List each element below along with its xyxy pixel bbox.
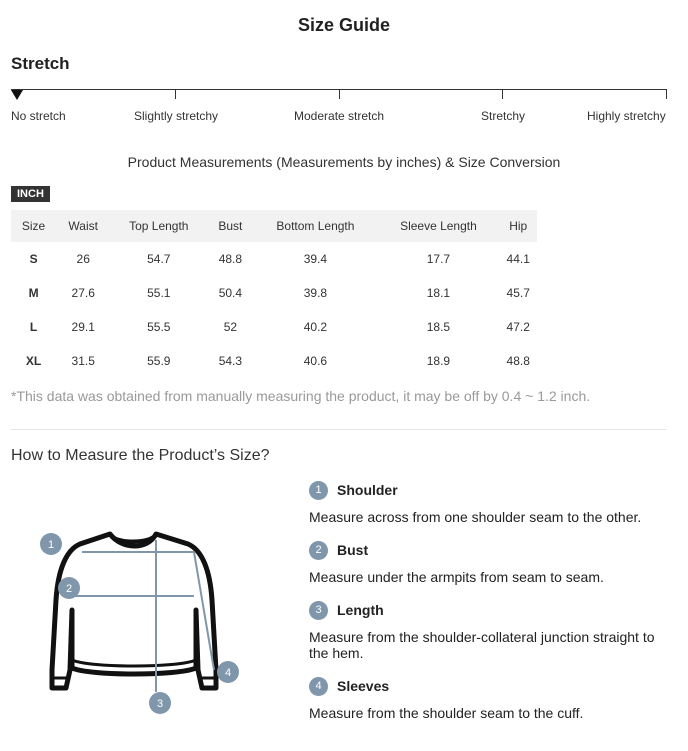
table-cell: 55.5 bbox=[147, 320, 171, 334]
step-title: Shoulder bbox=[337, 482, 398, 498]
page-title: Size Guide bbox=[297, 15, 391, 35]
size-cell: S bbox=[29, 252, 38, 266]
step-shoulder bbox=[309, 480, 669, 525]
step-title: Length bbox=[337, 602, 384, 618]
step-number-badge: 4 bbox=[309, 677, 328, 696]
step-description: Measure from the shoulder seam to the cuff. bbox=[309, 705, 584, 721]
stretch-level-slightly: Slightly stretchy bbox=[134, 109, 219, 123]
table-cell: 45.7 bbox=[506, 286, 530, 300]
measurements-heading: Product Measurements (Measurements by inches) & Size Conversion bbox=[127, 154, 561, 170]
table-cell: 27.6 bbox=[71, 286, 95, 300]
table-row bbox=[11, 344, 537, 378]
table-row bbox=[11, 310, 537, 344]
step-description: Measure from the shoulder-collateral junction straight to the hem. bbox=[309, 629, 655, 661]
triangle-down-icon bbox=[11, 90, 23, 100]
table-cell: 29.1 bbox=[71, 320, 95, 334]
column-header: Waist bbox=[56, 210, 110, 242]
stretch-heading: Stretch bbox=[11, 54, 70, 73]
marker-sleeves bbox=[217, 661, 239, 683]
column-header: Sleeve Length bbox=[377, 210, 499, 242]
table-cell: 48.8 bbox=[506, 354, 530, 368]
step-number-badge: 2 bbox=[309, 541, 328, 560]
step-bust bbox=[309, 540, 669, 585]
step-sleeves bbox=[309, 676, 669, 721]
disclaimer-note: *This data was obtained from manually measuring the product, it may be off by 0.4 ~ 1.2 inch. bbox=[11, 388, 591, 404]
svg-text:4: 4 bbox=[224, 667, 232, 679]
table-row bbox=[11, 276, 537, 310]
step-description: Measure under the armpits from seam to seam. bbox=[309, 569, 604, 585]
column-header: Bottom Length bbox=[253, 210, 377, 242]
size-cell: M bbox=[28, 286, 39, 300]
stretch-level-stretchy: Stretchy bbox=[481, 109, 526, 123]
stretch-level-moderate: Moderate stretch bbox=[294, 109, 385, 123]
svg-text:2: 2 bbox=[65, 583, 73, 595]
size-cell: L bbox=[29, 320, 38, 334]
sweatshirt-icon bbox=[30, 520, 250, 720]
stretch-level-highly: Highly stretchy bbox=[587, 109, 666, 123]
table-cell: 54.7 bbox=[147, 252, 171, 266]
column-header: Bust bbox=[207, 210, 253, 242]
table-cell: 18.5 bbox=[426, 320, 451, 334]
section-divider bbox=[11, 429, 667, 430]
marker-length bbox=[149, 692, 171, 714]
table-cell: 18.1 bbox=[426, 286, 451, 300]
table-cell: 39.8 bbox=[303, 286, 328, 300]
table-cell: 55.9 bbox=[147, 354, 171, 368]
step-title: Sleeves bbox=[337, 678, 390, 694]
table-cell: 18.9 bbox=[426, 354, 451, 368]
step-number-badge: 1 bbox=[309, 481, 328, 500]
unit-badge[interactable]: INCH bbox=[11, 186, 50, 202]
table-cell: 50.4 bbox=[218, 286, 243, 300]
column-header: Size bbox=[11, 210, 56, 242]
table-cell: 55.1 bbox=[147, 286, 171, 300]
table-cell: 54.3 bbox=[218, 354, 243, 368]
column-header: Hip bbox=[499, 210, 537, 242]
scale-tick bbox=[339, 89, 340, 99]
table-cell: 40.2 bbox=[303, 320, 328, 334]
table-cell: 17.7 bbox=[426, 252, 451, 266]
size-cell: XL bbox=[25, 354, 42, 368]
marker-bust bbox=[58, 577, 80, 599]
table-cell: 52 bbox=[223, 320, 238, 334]
table-row bbox=[11, 242, 537, 276]
table-cell: 48.8 bbox=[218, 252, 243, 266]
step-description: Measure across from one shoulder seam to the other. bbox=[309, 509, 642, 525]
how-to-heading: How to Measure the Product’s Size? bbox=[11, 447, 270, 464]
table-cell: 26 bbox=[76, 252, 90, 266]
step-number-badge: 3 bbox=[309, 601, 328, 620]
step-length bbox=[309, 600, 669, 661]
stretch-level-no: No stretch bbox=[11, 109, 66, 123]
size-table bbox=[11, 210, 537, 378]
table-cell: 47.2 bbox=[506, 320, 530, 334]
table-cell: 31.5 bbox=[71, 354, 95, 368]
step-title: Bust bbox=[337, 542, 369, 558]
scale-tick bbox=[502, 89, 503, 99]
column-header: Top Length bbox=[110, 210, 207, 242]
svg-text:1: 1 bbox=[47, 539, 55, 551]
svg-text:3: 3 bbox=[156, 698, 164, 710]
marker-shoulder bbox=[40, 533, 62, 555]
table-cell: 44.1 bbox=[506, 252, 530, 266]
table-header-row bbox=[11, 210, 537, 242]
scale-tick bbox=[666, 89, 667, 99]
scale-tick bbox=[175, 89, 176, 99]
table-cell: 40.6 bbox=[303, 354, 328, 368]
table-cell: 39.4 bbox=[303, 252, 328, 266]
